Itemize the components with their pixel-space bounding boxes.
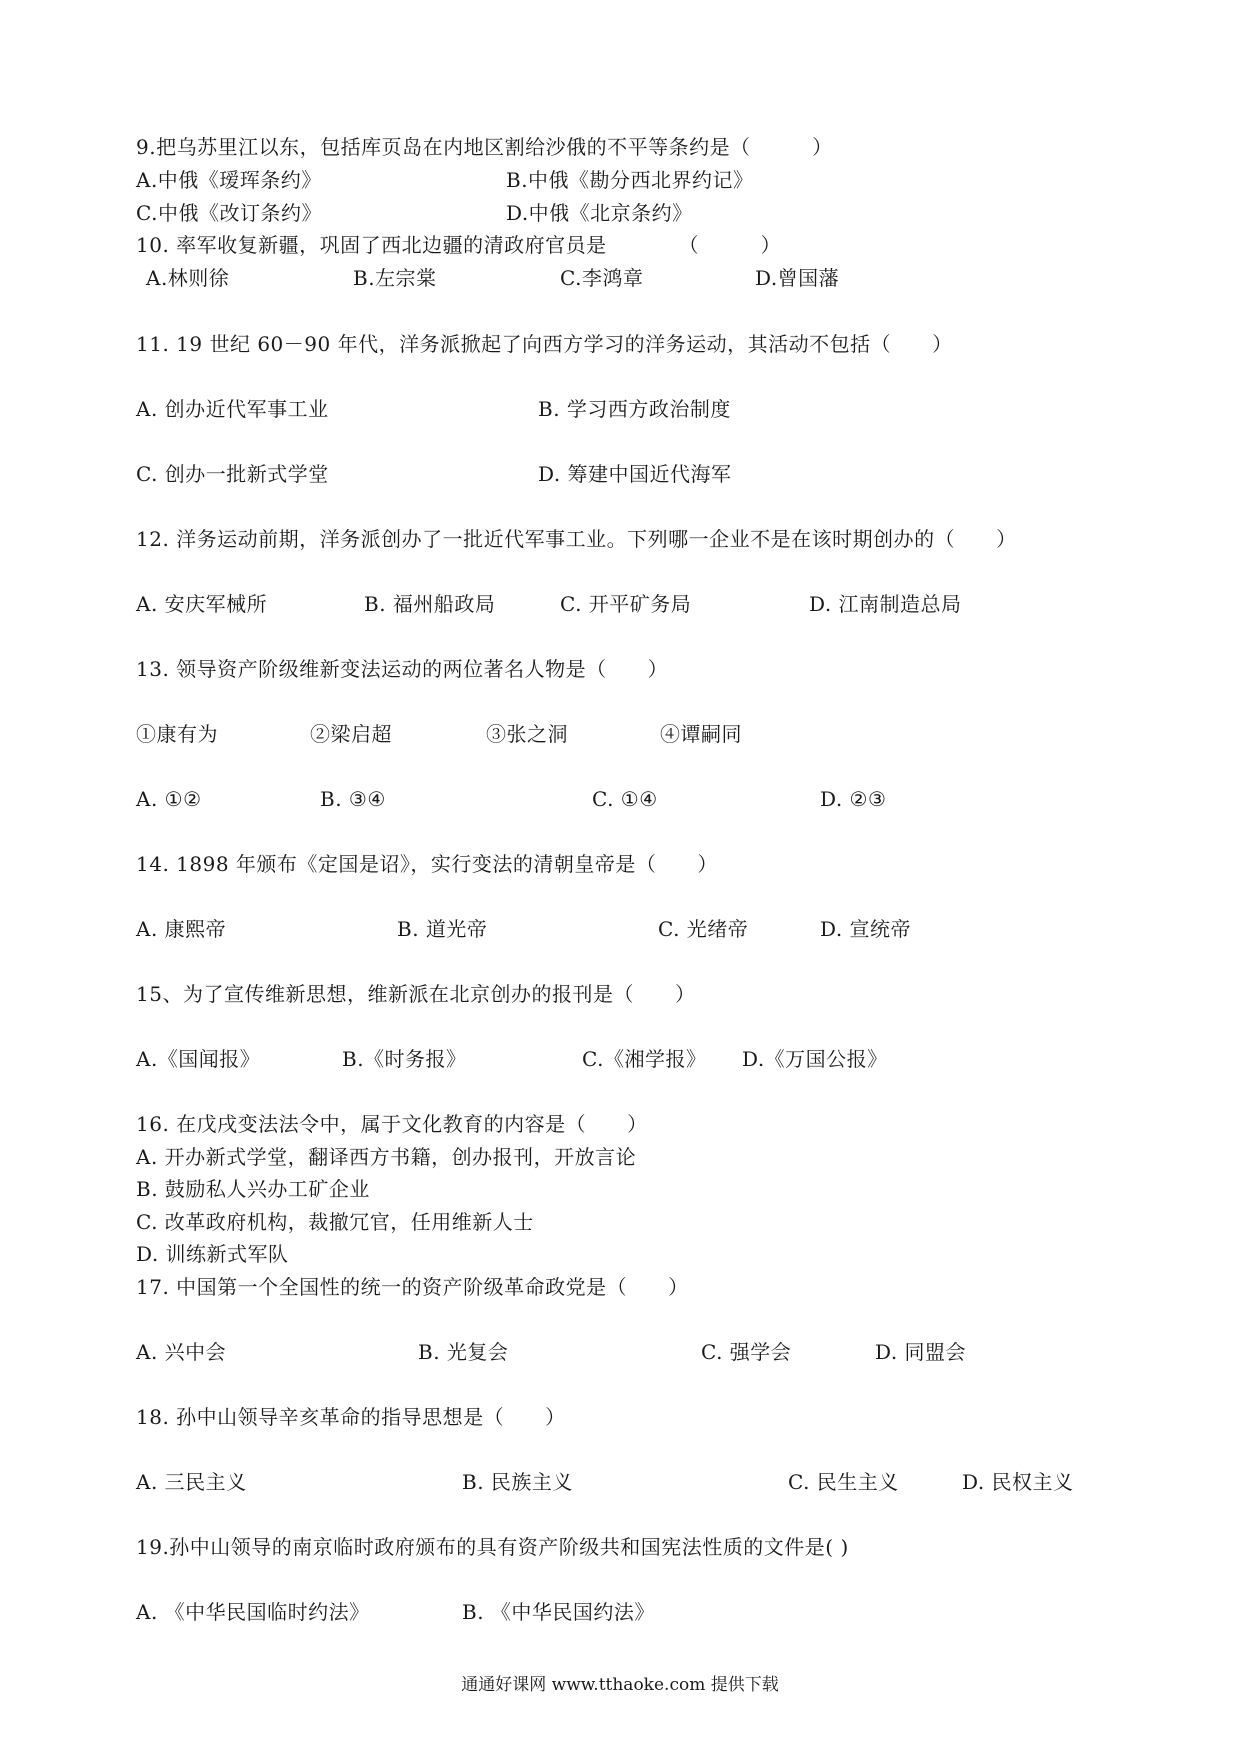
- question-14-option-b: B. 道光帝: [397, 917, 488, 941]
- question-19-stem: 19.孙中山领导的南京临时政府颁布的具有资产阶级共和国宪法性质的文件是( ): [136, 1535, 849, 1559]
- question-10-option-b: B.左宗棠: [353, 266, 437, 290]
- question-16-option-c: C. 改革政府机构，裁撤冗官，任用维新人士: [136, 1210, 534, 1234]
- question-14-option-a: A. 康熙帝: [136, 917, 227, 941]
- question-17-option-b: B. 光复会: [418, 1340, 509, 1364]
- question-16-stem: 16. 在戊戌变法法令中，属于文化教育的内容是（ ）: [136, 1112, 648, 1136]
- question-18-option-c: C. 民生主义: [788, 1470, 899, 1494]
- question-18-option-d: D. 民权主义: [962, 1470, 1074, 1494]
- question-13-item-2: ②梁启超: [310, 722, 392, 746]
- question-18-stem: 18. 孙中山领导辛亥革命的指导思想是（ ）: [136, 1405, 566, 1429]
- question-13-option-b: B. ③④: [320, 787, 386, 811]
- question-13-option-a: A. ①②: [136, 787, 202, 811]
- question-19-option-b: B. 《中华民国约法》: [462, 1600, 655, 1624]
- question-15-stem: 15、为了宣传维新思想，维新派在北京创办的报刊是（ ）: [136, 982, 696, 1006]
- question-13-option-c: C. ①④: [592, 787, 658, 811]
- question-11-option-d: D. 筹建中国近代海军: [538, 462, 732, 486]
- question-9-option-d: D.中俄《北京条约》: [506, 201, 693, 225]
- question-12-option-c: C. 开平矿务局: [560, 592, 692, 616]
- question-9-stem: 9.把乌苏里江以东，包括库页岛在内地区割给沙俄的不平等条约是（ ）: [136, 135, 833, 159]
- question-17-stem: 17. 中国第一个全国性的统一的资产阶级革命政党是（ ）: [136, 1275, 689, 1299]
- question-13-item-3: ③张之洞: [486, 722, 568, 746]
- question-17-option-c: C. 强学会: [701, 1340, 792, 1364]
- question-16-option-a: A. 开办新式学堂，翻译西方书籍，创办报刊，开放言论: [136, 1145, 637, 1169]
- question-11-option-a: A. 创办近代军事工业: [136, 397, 329, 421]
- question-14-option-c: C. 光绪帝: [658, 917, 749, 941]
- question-17-option-d: D. 同盟会: [875, 1340, 967, 1364]
- question-10-option-d: D.曾国藩: [755, 266, 840, 290]
- question-14-stem: 14. 1898 年颁布《定国是诏》，实行变法的清朝皇帝是（ ）: [136, 852, 718, 876]
- question-9-option-a: A.中俄《瑷珲条约》: [136, 168, 322, 192]
- question-12-option-a: A. 安庆军械所: [136, 592, 268, 616]
- question-11-option-b: B. 学习西方政治制度: [538, 397, 731, 421]
- question-15-option-c: C.《湘学报》: [582, 1047, 707, 1071]
- question-11-option-c: C. 创办一批新式学堂: [136, 462, 329, 486]
- question-18-option-a: A. 三民主义: [136, 1470, 247, 1494]
- question-13-item-1: ①康有为: [136, 722, 218, 746]
- question-13-item-4: ④谭嗣同: [660, 722, 742, 746]
- question-17-option-a: A. 兴中会: [136, 1340, 227, 1364]
- question-16-option-b: B. 鼓励私人兴办工矿企业: [136, 1177, 370, 1201]
- question-10-option-c: C.李鸿章: [560, 266, 644, 290]
- question-15-option-d: D.《万国公报》: [742, 1047, 888, 1071]
- question-15-option-a: A.《国闻报》: [136, 1047, 261, 1071]
- question-16-option-d: D. 训练新式军队: [136, 1242, 289, 1266]
- question-10-stem: 10. 率军收复新疆，巩固了西北边疆的清政府官员是 （ ）: [136, 233, 782, 257]
- question-12-option-d: D. 江南制造总局: [809, 592, 962, 616]
- question-18-option-b: B. 民族主义: [462, 1470, 573, 1494]
- question-12-stem: 12. 洋务运动前期，洋务派创办了一批近代军事工业。下列哪一企业不是在该时期创办的（ ）: [136, 527, 1017, 551]
- question-10-option-a: A.林则徐: [146, 266, 230, 290]
- question-14-option-d: D. 宣统帝: [820, 917, 912, 941]
- question-11-stem: 11. 19 世纪 60－90 年代，洋务派掀起了向西方学习的洋务运动，其活动不包括（ ）: [136, 332, 953, 356]
- question-19-option-a: A. 《中华民国临时约法》: [136, 1600, 370, 1624]
- question-12-option-b: B. 福州船政局: [364, 592, 496, 616]
- question-9-option-c: C.中俄《改订条约》: [136, 201, 322, 225]
- question-9-option-b: B.中俄《勘分西北界约记》: [506, 168, 754, 192]
- question-13-stem: 13. 领导资产阶级维新变法运动的两位著名人物是（ ）: [136, 657, 669, 681]
- question-13-option-d: D. ②③: [820, 787, 887, 811]
- question-15-option-b: B.《时务报》: [342, 1047, 467, 1071]
- page-footer: 通通好课网 www.tthaoke.com 提供下载: [461, 1675, 779, 1695]
